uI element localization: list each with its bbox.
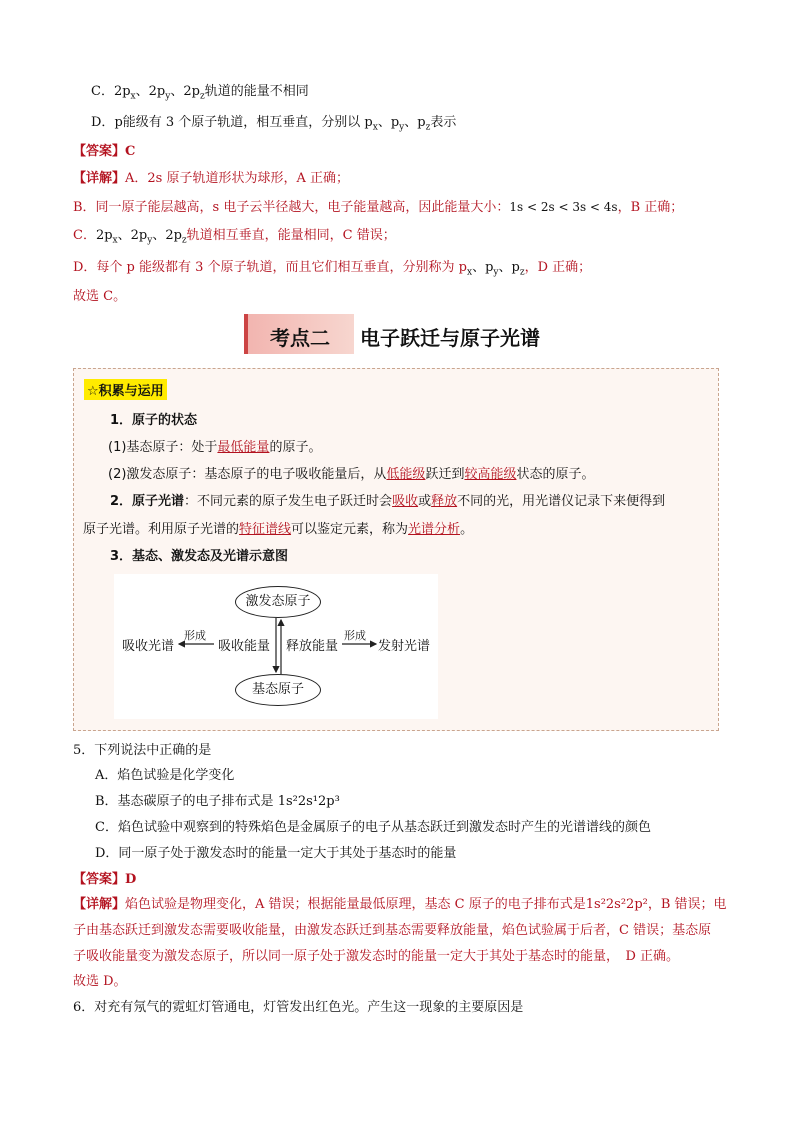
right-form-label: 形成: [344, 629, 366, 642]
q5-option-d: D．同一原子处于激发态时的能量一定大于其处于基态时的能量: [95, 846, 457, 861]
atomic-spectrum-line1: 2．原子光谱：不同元素的原子发生电子跃迁时会吸收或释放不同的光，用光谱仪记录下来便得到: [110, 494, 666, 509]
q4-conclusion: 故选 C。: [73, 289, 127, 304]
section-banner: [244, 314, 556, 354]
q5-conclusion: 故选 D。: [73, 974, 127, 989]
knowledge-tag: ☆积累与运用: [84, 379, 167, 400]
q5-explain-1: 【详解】焰色试验是物理变化，A 错误；根据能量最低原理，基态 C 原子的电子排布式是1s²2s²2p²，B 错误；电: [73, 897, 727, 912]
q5-explain-3: 子吸收能量变为激发态原子，所以同一原子处于激发态时的能量一定大于其处于基态时的能量， D 正确。: [73, 949, 680, 964]
absorption-spectrum-label: 吸收光谱: [122, 639, 175, 654]
left-form-label: 形成: [184, 629, 206, 642]
option-c: C．$2p_x$、$2p_y$、$2p_z$轨道的能量不相同: [91, 84, 309, 102]
q4-explain-c: C．$2p_x$、$2p_y$、$2p_z$轨道相互垂直，能量相同，C 错误；: [73, 228, 396, 246]
q5-answer: 【答案】D: [73, 872, 137, 887]
q5-option-a: A．焰色试验是化学变化: [95, 768, 235, 783]
knowledge-box: [73, 368, 719, 731]
q5-stem: 5．下列说法中正确的是: [73, 743, 212, 758]
excited-atom-node: 激发态原子: [235, 586, 321, 618]
state-spectrum-diagram: [114, 574, 438, 719]
option-d: D．p能级有 3 个原子轨道，相互垂直，分别以 $p_x$、$p_y$、$p_z$表示: [91, 115, 457, 133]
section-title: 电子跃迁与原子光谱: [360, 326, 540, 350]
absorb-energy-label: 吸收能量: [218, 639, 271, 654]
q4-answer: 【答案】C: [73, 144, 136, 159]
release-energy-label: 释放能量: [286, 639, 339, 654]
section-tag: 考点二: [244, 314, 354, 354]
q4-explain-d: D．每个 p 能级都有 3 个原子轨道，而且它们相互垂直，分别称为 $p_x$、$p_y$、$p_z$，D 正确；: [73, 260, 592, 278]
excited-state-def: (2)激发态原子：基态原子的电子吸收能量后，从低能级跃迁到较高能级状态的原子。: [108, 467, 595, 482]
atomic-spectrum-line2: 原子光谱。利用原子光谱的特征谱线可以鉴定元素，称为光谱分析。: [83, 522, 474, 537]
q4-explain-b: B．同一原子能层越高，s 电子云半径越大，电子能量越高，因此能量大小：1s < 2s < 3s < 4s，B 正确；: [73, 200, 684, 215]
heading-diagram: 3．基态、激发态及光谱示意图: [110, 549, 289, 564]
heading-atom-state: 1．原子的状态: [110, 413, 198, 428]
q4-explain-a: 【详解】A．2s 原子轨道形状为球形，A 正确；: [73, 171, 349, 186]
q5-option-c: C．焰色试验中观察到的特殊焰色是金属原子的电子从基态跃迁到激发态时产生的光谱谱线的颜色: [95, 820, 651, 835]
q5-explain-2: 子由基态跃迁到激发态需要吸收能量，由激发态跃迁到基态需要释放能量，焰色试验属于后者，C 错误；基态原: [73, 923, 712, 938]
q6-stem: 6．对充有氖气的霓虹灯管通电，灯管发出红色光。产生这一现象的主要原因是: [73, 1000, 524, 1015]
emission-spectrum-label: 发射光谱: [378, 639, 431, 654]
ground-state-def: (1)基态原子：处于最低能量的原子。: [108, 440, 322, 455]
q5-option-b: B．基态碳原子的电子排布式是 1s²2s¹2p³: [95, 794, 340, 809]
ground-atom-node: 基态原子: [235, 674, 321, 706]
